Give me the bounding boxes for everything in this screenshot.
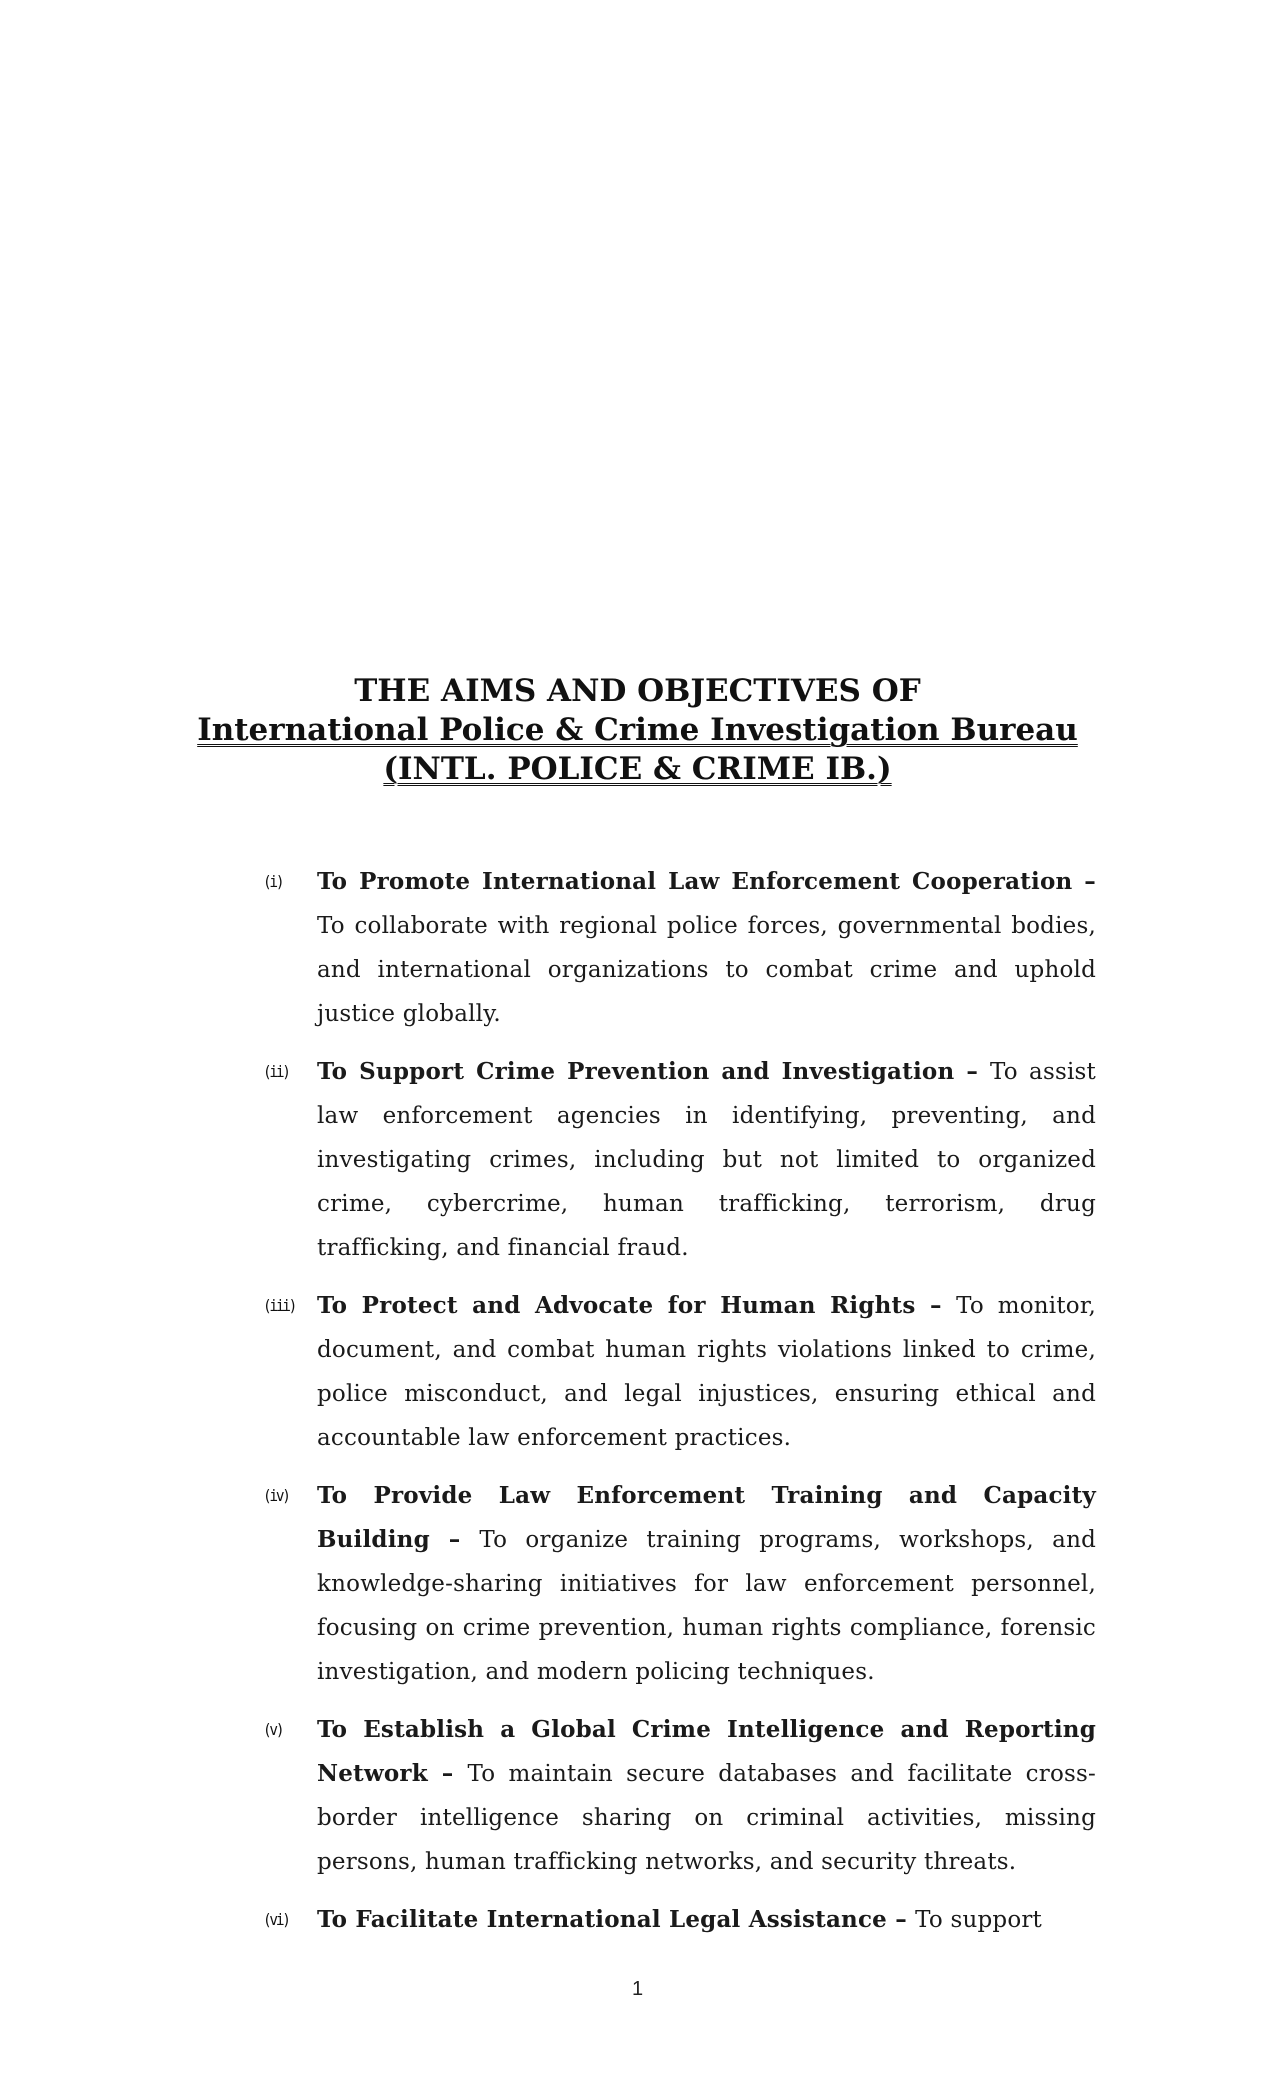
objective-text: To monitor, document, and combat human rights violations linked to crime, police misconduct, and legal injustices, ensuring ethical and accountable law enforcement practices. (317, 1293, 1097, 1451)
objective-separator: – (1072, 868, 1096, 895)
objective-text: To assist law enforcement agencies in identifying, preventing, and investigating crimes, including but not limited to organized crime, cybercrime, human trafficking, terrorism, drug trafficking, and financial fraud. (317, 1059, 1096, 1261)
objective-item (263, 1050, 1096, 1270)
heading-line-aims: THE AIMS AND OBJECTIVES OF (354, 673, 921, 709)
heading-line-organization-name: International Police & Crime Investigation Bureau (197, 712, 1078, 748)
objective-separator: – (429, 1526, 480, 1553)
objective-title: To Promote International Law Enforcement Cooperation (317, 868, 1073, 895)
objective-item (263, 1474, 1096, 1694)
objective-separator: – (887, 1906, 916, 1933)
objective-marker: (ii) (263, 1062, 289, 1081)
objective-item (263, 1284, 1096, 1460)
objective-title: To Facilitate International Legal Assistance (317, 1906, 888, 1933)
objective-item (263, 1898, 1096, 1942)
page-number: 1 (631, 1978, 644, 2000)
objective-marker: (v) (263, 1720, 283, 1739)
heading-line-organization-abbreviation: (INTL. POLICE & CRIME IB.) (383, 751, 892, 787)
objective-title: To Support Crime Prevention and Investigation (317, 1058, 955, 1085)
objective-separator: – (915, 1292, 957, 1319)
objective-marker: (i) (263, 872, 283, 891)
objective-marker: (vi) (263, 1910, 289, 1929)
objectives-list (263, 860, 1096, 1956)
objective-title: To Protect and Advocate for Human Rights (317, 1292, 916, 1319)
objective-marker: (iv) (263, 1486, 289, 1505)
objective-title: To Establish a Global Crime Intelligence and Reporting Network (317, 1716, 1096, 1787)
objective-text: To support (915, 1907, 1043, 1933)
objective-text: To organize training programs, workshops, and knowledge-sharing initiatives for law enforcement personnel, focusing on crime prevention, human rights compliance, forensic investigation, and modern policing techniques. (317, 1527, 1096, 1685)
objective-text: To maintain secure databases and facilitate cross-border intelligence sharing on criminal activities, missing persons, human trafficking networks, and security threats. (317, 1761, 1096, 1875)
objective-text: To collaborate with regional police forces, governmental bodies, and international organizations to combat crime and uphold justice globally. (317, 913, 1096, 1027)
objective-marker: (iii) (263, 1296, 296, 1315)
objective-separator: – (427, 1760, 468, 1787)
objective-title: To Provide Law Enforcement Training and Capacity Building (317, 1482, 1096, 1553)
objective-item (263, 1708, 1096, 1884)
objective-separator: – (954, 1058, 990, 1085)
document-heading (0, 672, 1275, 789)
objective-item (263, 860, 1096, 1036)
